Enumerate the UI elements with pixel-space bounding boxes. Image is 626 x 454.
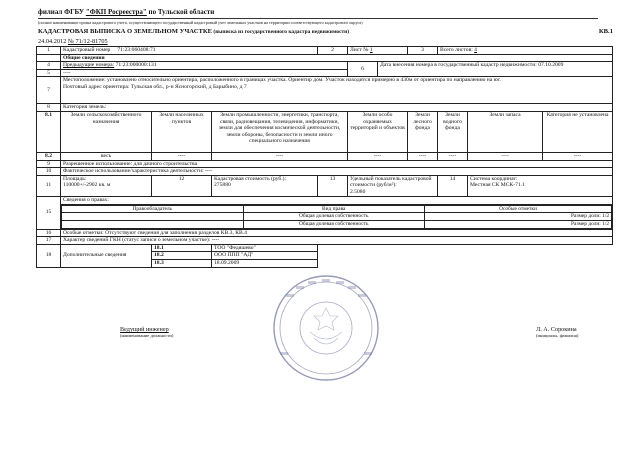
- row-num: 7: [37, 77, 61, 104]
- rights-col-type: Вид права: [243, 205, 425, 213]
- row-8-2: [37, 152, 613, 160]
- specific-value-cell: [348, 175, 438, 196]
- row-num: 12: [152, 175, 212, 196]
- location-text: Местоположение: установлено относительно ориентира, расположенного в границах участка. Ориентир дом. Участок находится примерно в 430м от ориентира по направлению на юг.: [63, 77, 501, 84]
- category-header: Земли запаса: [468, 111, 543, 152]
- coord-system-label: Система координат:: [470, 175, 518, 182]
- sheet-cell: [348, 47, 408, 55]
- row-num: 18: [37, 244, 61, 267]
- category-header: Земли водного фонда: [438, 111, 468, 152]
- registration-date-value: 07.10.2009: [538, 62, 564, 69]
- registration-date-label: Дата внесения номера в государственный кадастр недвижимости:: [380, 62, 537, 69]
- coord-system-value: Местная СК МСК-71.1: [470, 182, 525, 189]
- rights-type: Общая долевая собственность: [243, 213, 425, 221]
- category-value: ----: [408, 152, 438, 160]
- signature-name-text: Л. А. Сорокина: [536, 326, 577, 333]
- rights-label: Сведения о правах:: [61, 197, 612, 205]
- row-num: 16: [37, 229, 61, 237]
- area-value: 110000+/-2902 кв. м: [63, 182, 111, 189]
- permitted-use: Разрешенное использование: для дачного строительства: [61, 160, 613, 168]
- rights-row: [62, 220, 612, 228]
- category-value: ----: [348, 152, 408, 160]
- rights-note: Размер доли: 1/2: [425, 220, 612, 228]
- category-value: весь: [61, 152, 152, 160]
- category-header: Земли сельскохозяйственного назначения: [61, 111, 152, 152]
- sheet-label: Лист №: [350, 47, 369, 53]
- row-num: 9: [37, 160, 61, 168]
- row-num: 17: [37, 237, 61, 245]
- rights-note: Размер доли: 1/2: [425, 213, 612, 221]
- row-5-value: ----: [61, 69, 348, 77]
- cadastral-value-cell: [212, 175, 318, 196]
- row-num: 5: [37, 69, 61, 77]
- row-num: 8: [37, 104, 61, 112]
- org-name: "ФКП Росреестра": [85, 8, 147, 16]
- org-note: (полное наименование органа кадастрового учета, осуществляющего государственный кадастровый учет земельных участков на территории соответствующего кадастрового округа): [38, 18, 598, 25]
- row-8-1: [37, 111, 613, 152]
- signature-role: [120, 326, 173, 338]
- category-header: Земли лесного фонда: [408, 111, 438, 152]
- category-value: ----: [152, 152, 212, 160]
- actual-use-label: Фактическое использование/характеристика деятельности:: [63, 168, 204, 175]
- org-header: [38, 8, 214, 16]
- area-label: Площадь:: [63, 175, 87, 182]
- document-title: [38, 28, 613, 35]
- rights-holder: [62, 220, 244, 228]
- cadastral-value-value: 275880: [214, 182, 231, 189]
- extract-table: [36, 46, 613, 268]
- additional-info-value: ООО ППП "АД": [212, 252, 318, 260]
- signature-name: [536, 326, 578, 338]
- row-17: [37, 237, 613, 245]
- row-num: 14: [438, 175, 468, 196]
- total-sheets-cell: [438, 47, 613, 55]
- additional-info-value: 18.09.2009: [212, 259, 318, 267]
- row-num: 1: [37, 47, 61, 55]
- row-num: 18.1: [152, 244, 212, 252]
- row-9: [37, 160, 613, 168]
- rights-cell: [61, 196, 613, 229]
- title-note: (выписка из государственного кадастра недвижимости): [212, 29, 350, 35]
- row-11-14: [37, 175, 613, 196]
- actual-use-cell: [61, 168, 613, 176]
- row-8: [37, 104, 613, 112]
- specific-value-value: 2.5080: [350, 188, 366, 195]
- general-info-row: [37, 54, 613, 62]
- total-sheets-value: 4: [474, 47, 477, 53]
- document-date-number: [38, 38, 108, 45]
- row-num: 18.2: [152, 252, 212, 260]
- record-status-label: Характер сведений ГКН (статус записи о земельном участке):: [63, 237, 211, 244]
- total-sheets-label: Всего листов:: [440, 47, 473, 53]
- category-value: ----: [212, 152, 348, 160]
- coord-system-cell: [468, 175, 613, 196]
- previous-numbers-cell: [61, 62, 348, 70]
- official-stamp-icon: [270, 272, 382, 384]
- row-num: 11: [37, 175, 61, 196]
- title-text: КАДАСТРОВАЯ ВЫПИСКА О ЗЕМЕЛЬНОМ УЧАСТКЕ: [38, 28, 213, 35]
- row-num: 10: [37, 168, 61, 176]
- signature-name-note: (инициалы, фамилия): [536, 333, 579, 338]
- category-header: Земли населенных пунктов: [152, 111, 212, 152]
- row-num: 8.2: [37, 152, 61, 160]
- row-4: [37, 62, 613, 70]
- additional-info-label: Дополнительные сведения: [61, 244, 152, 267]
- land-category-label: Категория земель:: [61, 104, 613, 112]
- row-num: 8.1: [37, 111, 61, 152]
- rights-col-notes: Особые отметки: [425, 205, 612, 213]
- previous-numbers-value: 71:23:000000:131: [115, 62, 157, 69]
- cadastral-number-value: 71:23:060408:71: [117, 47, 156, 53]
- document-number: № 71/12-81705: [67, 38, 108, 45]
- cadastral-number-cell: [61, 47, 318, 55]
- rights-col-holder: Правообладатель: [62, 205, 244, 213]
- row-num: 13: [318, 175, 348, 196]
- registration-date-cell: [378, 62, 613, 77]
- row-num: 4: [37, 62, 61, 70]
- record-status-cell: [61, 237, 613, 245]
- document-date: 24.04.2012: [38, 38, 67, 45]
- cadastral-number-label: Кадастровый номер: [63, 47, 111, 53]
- location-cell: [61, 77, 613, 104]
- org-prefix: филиал ФГБУ: [38, 8, 86, 16]
- rights-type: Общая долевая собственность: [243, 220, 425, 228]
- area-cell: [61, 175, 152, 196]
- category-header: Земли особо охраняемых территорий и объектов: [348, 111, 408, 152]
- row-15: [37, 196, 613, 229]
- cadastral-value-label: Кадастровая стоимость (руб.):: [214, 175, 287, 182]
- form-code: КВ.1: [598, 28, 613, 35]
- category-header: Земли промышленности, энергетики, транспорта, связи, радиовещания, телевидения, информатики, земли для обеспечения космической деятельности, земли обороны, безопасности и земли иного специального назначения: [212, 111, 348, 152]
- actual-use-value: ----: [204, 168, 213, 175]
- sheet-value: 1: [369, 47, 373, 53]
- row-7: [37, 77, 613, 104]
- specific-value-label: Удельный показатель кадастровой стоимости (руб/м²):: [350, 175, 432, 189]
- row-16: [37, 229, 613, 237]
- row-num: 18.3: [152, 259, 212, 267]
- signature-role-note: (наименование должности): [120, 333, 174, 338]
- row-num: 15: [37, 196, 61, 229]
- special-notes: Особые отметки: Отсутствуют сведения для заполнения разделов КВ.3, КВ.4: [61, 229, 613, 237]
- row-1: [37, 47, 613, 55]
- postal-address: Почтовый адрес ориентира: Тульская обл., р-н Ясногорский, д Барыбино, д 7: [63, 83, 247, 90]
- org-suffix: по Тульской области: [146, 8, 215, 16]
- rights-table: [61, 205, 612, 229]
- category-value: ----: [543, 152, 613, 160]
- general-info-heading: Общие сведения: [61, 54, 613, 62]
- rights-holder: [62, 213, 244, 221]
- signature-role-text: Ведущий инженер: [120, 326, 169, 333]
- row-10: [37, 168, 613, 176]
- row-18: [37, 244, 613, 252]
- row-num: 6: [348, 62, 378, 77]
- category-header: Категория не установлена: [543, 111, 613, 152]
- rights-row: [62, 213, 612, 221]
- row-num: 2: [318, 47, 348, 55]
- category-value: ----: [438, 152, 468, 160]
- additional-info-value: ТОО "Федяшево": [212, 244, 318, 252]
- previous-numbers-label: Предыдущие номера:: [63, 62, 115, 69]
- record-status-value: ----: [211, 237, 220, 244]
- row-num: 3: [408, 47, 438, 55]
- category-value: ----: [468, 152, 543, 160]
